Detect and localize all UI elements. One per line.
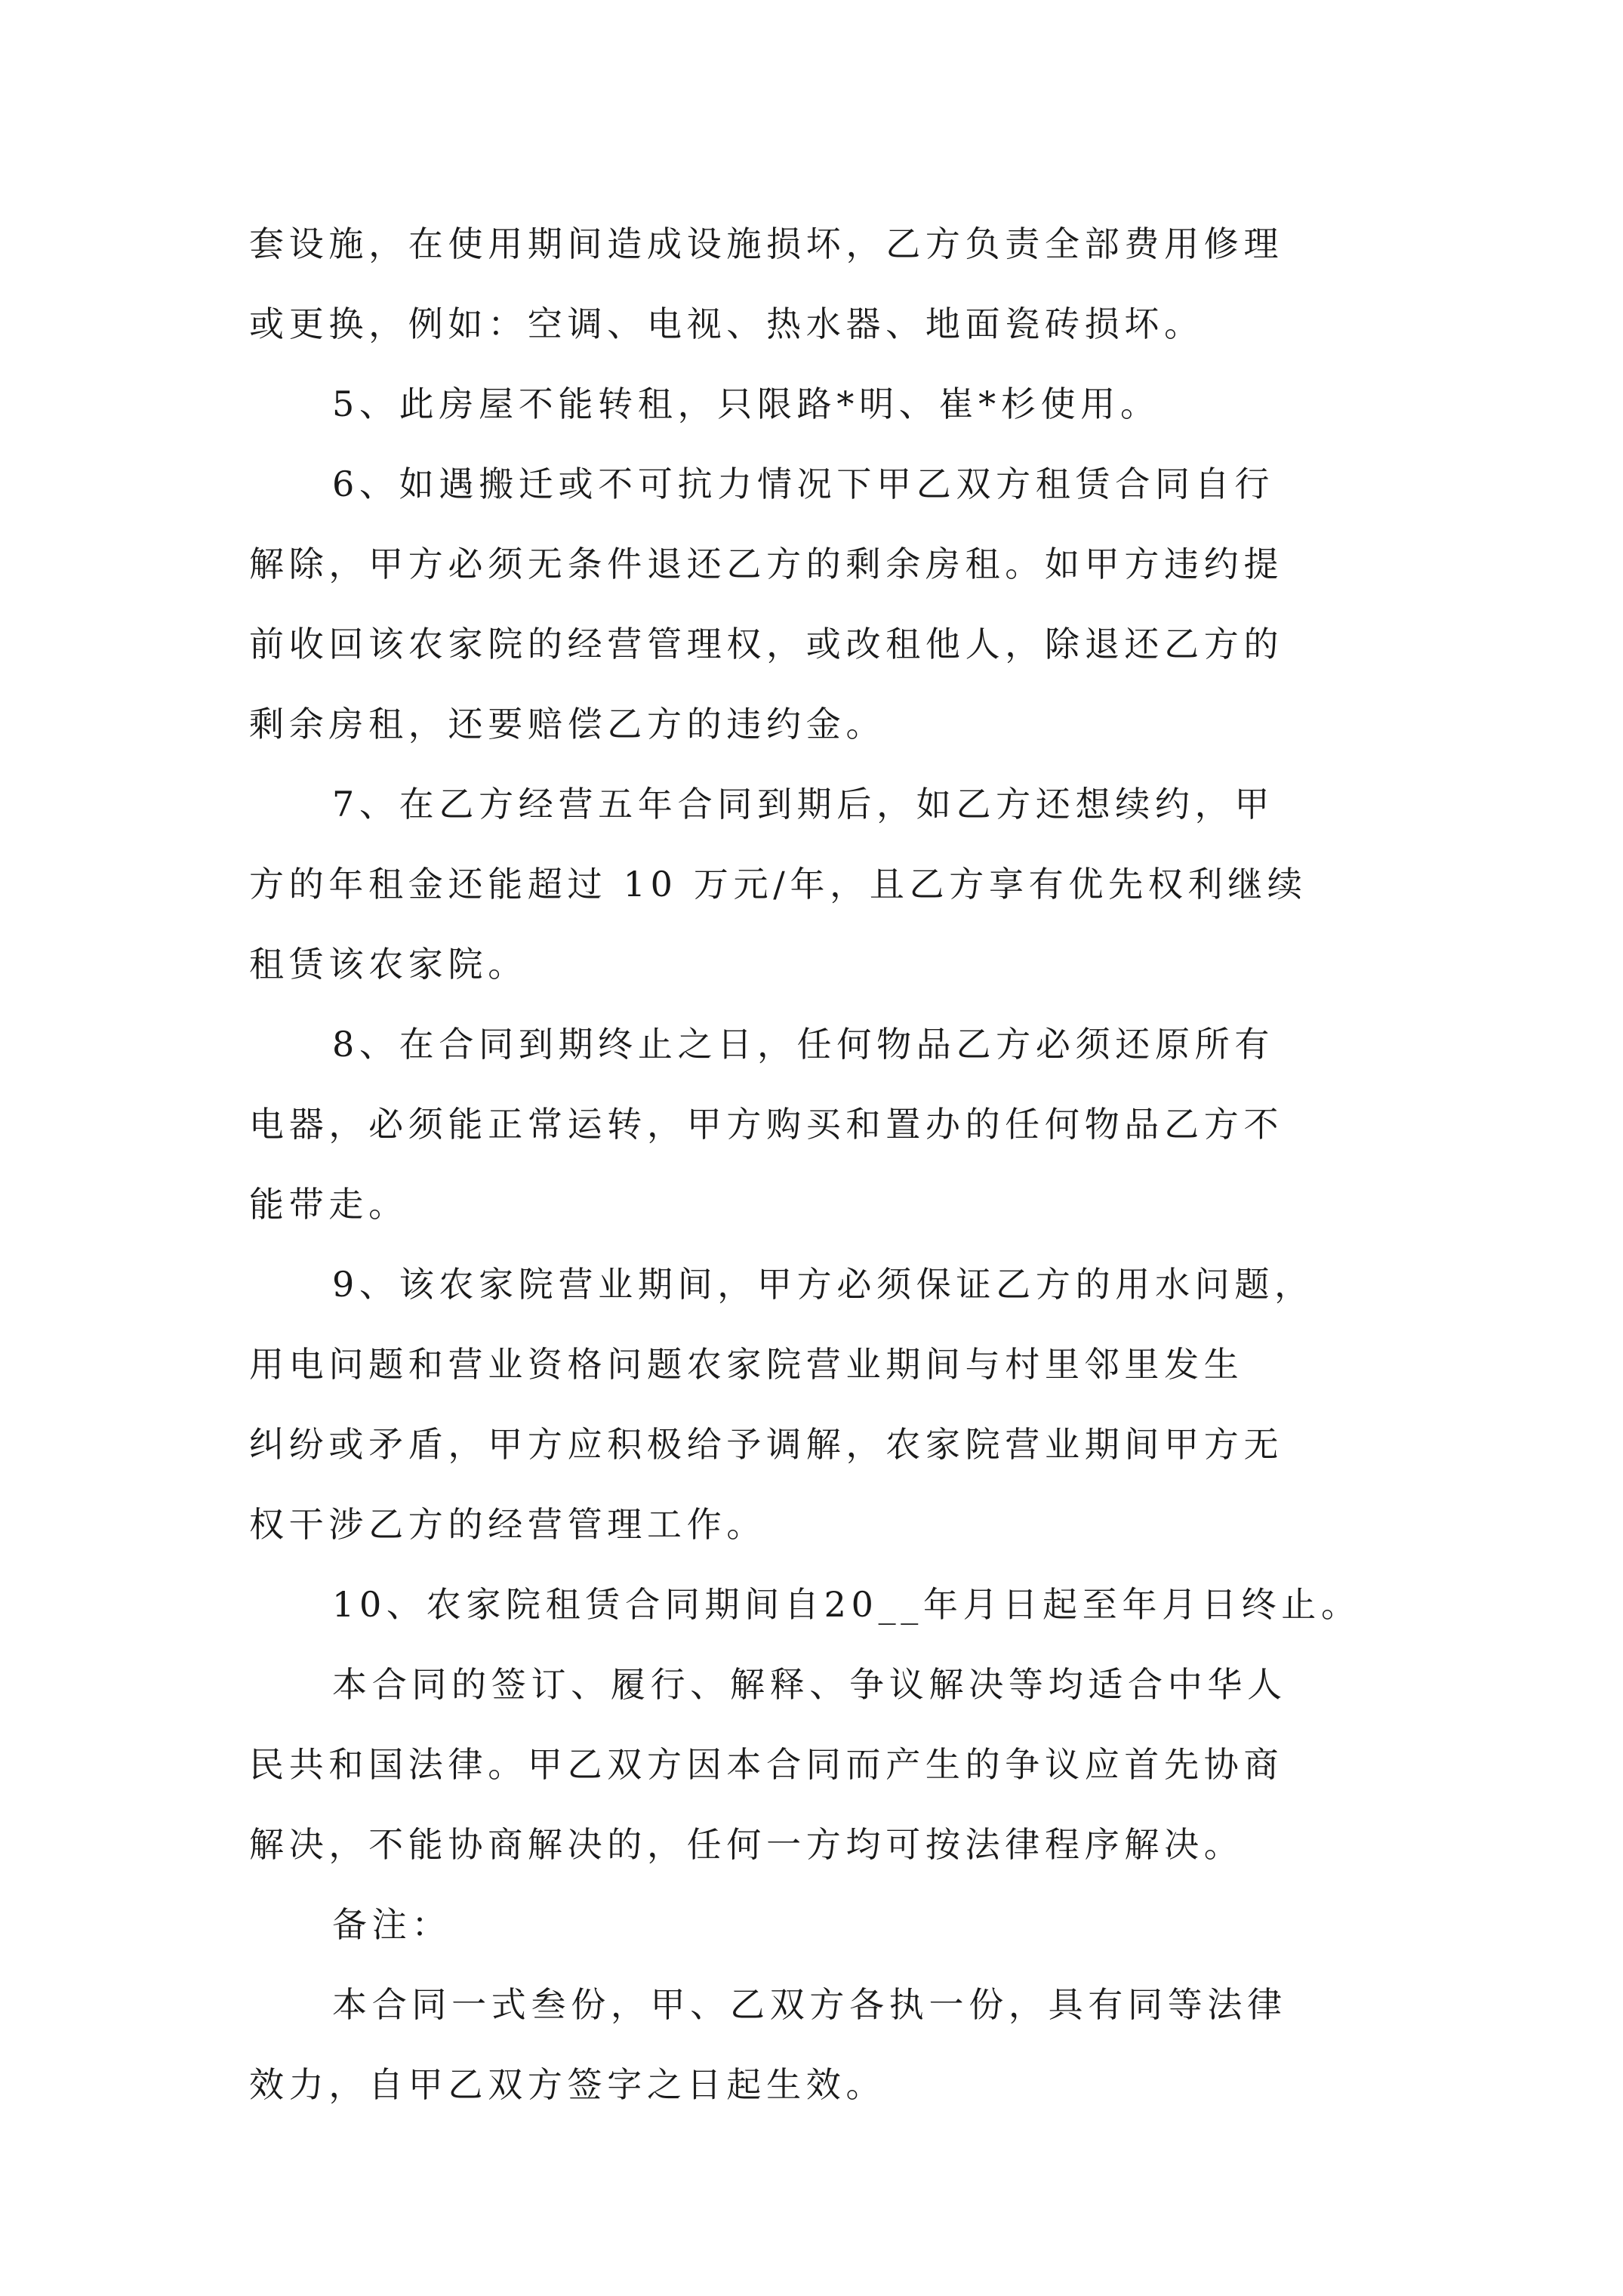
paragraph bbox=[249, 1004, 1397, 1244]
text-line: 或更换，例如：空调、电视、热水器、地面瓷砖损坏。 bbox=[249, 304, 1204, 344]
paragraph bbox=[249, 764, 1397, 1004]
text-line: 电器，必须能正常运转，甲方购买和置办的任何物品乙方不 bbox=[249, 1104, 1284, 1145]
paragraph bbox=[249, 444, 1397, 764]
text-line: 纠纷或矛盾，甲方应积极给予调解，农家院营业期间甲方无 bbox=[249, 1424, 1284, 1465]
text-line: 方的年租金还能超过 10 万元/年，且乙方享有优先权利继续 bbox=[249, 864, 1307, 905]
document-body bbox=[249, 204, 1397, 2125]
text-line: 7、在乙方经营五年合同到期后，如乙方还想续约，甲 bbox=[332, 784, 1275, 824]
text-line: 效力，自甲乙双方签字之日起生效。 bbox=[249, 2064, 886, 2105]
text-line: 用电问题和营业资格问题农家院营业期间与村里邻里发生 bbox=[249, 1344, 1244, 1385]
text-line: 10、农家院租赁合同期间自20__年月日起至年月日终止。 bbox=[332, 1584, 1361, 1625]
text-line: 本合同一式叁份，甲、乙双方各执一份，具有同等法律 bbox=[332, 1984, 1287, 2025]
text-line: 6、如遇搬迁或不可抗力情况下甲乙双方租赁合同自行 bbox=[332, 464, 1275, 504]
paragraph bbox=[249, 1564, 1397, 1644]
text-line: 解除，甲方必须无条件退还乙方的剩余房租。如甲方违约提 bbox=[249, 544, 1284, 584]
text-line: 8、在合同到期终止之日，任何物品乙方必须还原所有 bbox=[332, 1024, 1275, 1065]
paragraph bbox=[249, 1885, 1397, 1965]
paragraph bbox=[249, 1244, 1397, 1564]
text-line: 民共和国法律。甲乙双方因本合同而产生的争议应首先协商 bbox=[249, 1744, 1284, 1785]
text-line: 剩余房租，还要赔偿乙方的违约金。 bbox=[249, 704, 886, 744]
text-line: 5、此房屋不能转租，只限路*明、崔*杉使用。 bbox=[332, 384, 1160, 424]
paragraph bbox=[249, 204, 1397, 364]
paragraph bbox=[249, 364, 1397, 444]
text-line: 解决，不能协商解决的，任何一方均可按法律程序解决。 bbox=[249, 1824, 1244, 1865]
text-line: 备注： bbox=[332, 1904, 452, 1945]
text-line: 权干涉乙方的经营管理工作。 bbox=[249, 1504, 767, 1545]
text-line: 能带走。 bbox=[249, 1184, 408, 1225]
paragraph bbox=[249, 1644, 1397, 1885]
text-line: 9、该农家院营业期间，甲方必须保证乙方的用水问题， bbox=[332, 1264, 1314, 1305]
text-line: 本合同的签订、履行、解释、争议解决等均适合中华人 bbox=[332, 1664, 1287, 1705]
text-line: 前收回该农家院的经营管理权，或改租他人，除退还乙方的 bbox=[249, 624, 1284, 664]
text-line: 租赁该农家院。 bbox=[249, 944, 528, 985]
text-line: 套设施，在使用期间造成设施损坏，乙方负责全部费用修理 bbox=[249, 223, 1284, 264]
paragraph bbox=[249, 1965, 1397, 2125]
